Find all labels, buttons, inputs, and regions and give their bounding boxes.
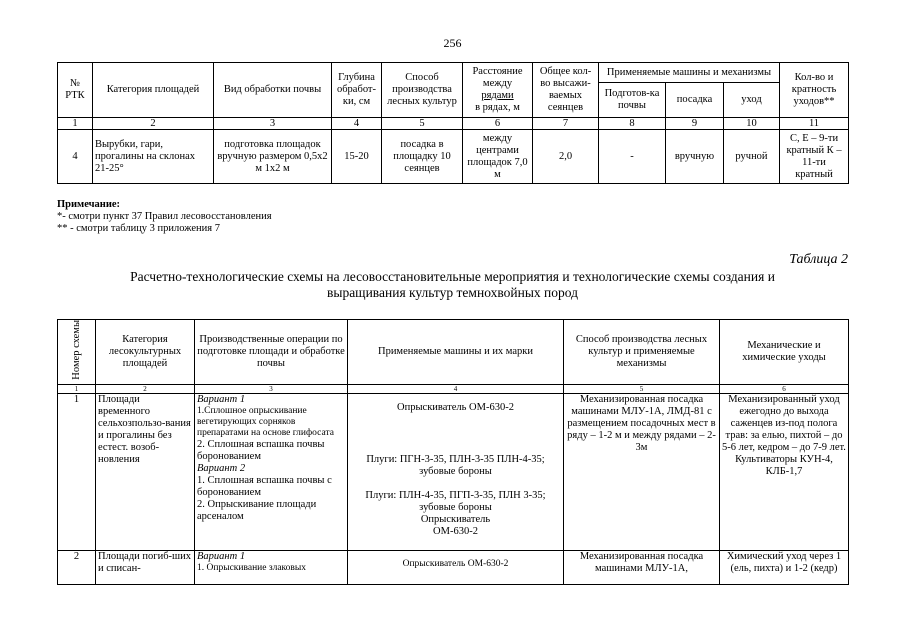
col-number: 7 (533, 118, 599, 130)
machine-sprayer-2-model: ОМ-630-2 (433, 525, 478, 537)
header-depth: Глубина обработ-ки, см (332, 63, 382, 118)
header-rtk-number: № РТК (58, 63, 93, 118)
header-operations: Производственные операции по подготовке площади и обработке почвы (195, 320, 348, 385)
header-care-types: Механические и химические уходы (720, 320, 849, 385)
col-number: 5 (564, 384, 720, 393)
header-distance-line2: рядами (481, 90, 514, 101)
technology-table-1 (57, 62, 849, 184)
col-number: 4 (348, 384, 564, 393)
technology-table-2 (57, 319, 849, 585)
table-row (58, 550, 849, 584)
col-number: 1 (58, 118, 93, 130)
cell-scheme-number: 2 (58, 550, 96, 584)
col-number: 8 (599, 118, 666, 130)
header-machines: Применяемые машины и их марки (348, 320, 564, 385)
col-number: 11 (780, 118, 849, 130)
cell-soil-treatment: подготовка площадок вручную размером 0,5х2 м 1х2 м (214, 130, 332, 184)
header-production-method: Способ производства лесных культур и применяемые механизмы (564, 320, 720, 385)
col-number: 4 (332, 118, 382, 130)
cell-rtk-number: 4 (58, 130, 93, 184)
machine-ploughs-1: Плуги: ПГН-3-35, ПЛН-3-35 ПЛН-4-35; зубовые бороны (366, 453, 545, 477)
header-total-seedlings: Общее кол-во высажи-ваемых сеянцев (533, 63, 599, 118)
table-row (58, 393, 849, 550)
header-care-count: Кол-во и кратность уходов** (780, 63, 849, 118)
note-line-1: *- смотри пункт 37 Правил лесовосстановления (57, 211, 272, 222)
variant-1-title: Вариант 1 (197, 550, 246, 562)
section-title (57, 269, 848, 301)
col-number: 3 (214, 118, 332, 130)
variant-2-title: Вариант 2 (197, 462, 246, 474)
cell-production-method: Механизированная посадка машинами МЛУ-1А, ЛМД-81 с размещением посадочных мест в ряду – 1-2 м и между рядами – 2-3м (564, 393, 720, 550)
cell-planting: вручную (666, 130, 724, 184)
cell-operations (195, 393, 348, 550)
header-soil-prep: Подготов-ка почвы (599, 83, 666, 118)
cell-total-seedlings: 2,0 (533, 130, 599, 184)
variant-1-title: Вариант 1 (197, 393, 246, 405)
note-title: Примечание: (57, 199, 121, 210)
cell-machines (348, 550, 564, 584)
cell-production-method: посадка в площадку 10 сеянцев (382, 130, 463, 184)
machine-sprayer-1: Опрыскиватель ОМ-630-2 (402, 558, 509, 569)
col-number: 10 (724, 118, 780, 130)
section-title-line-1: Расчетно-технологические схемы на лесовосстановительные мероприятия и технологические схемы создания и (130, 269, 775, 284)
table-label: Таблица 2 (789, 252, 848, 267)
col-number: 2 (96, 384, 195, 393)
header-care: уход (724, 83, 780, 118)
cell-scheme-number: 1 (58, 393, 96, 550)
header-distance-line3: в рядах, м (475, 102, 520, 113)
cell-production-method: Механизированная посадка машинами МЛУ-1А, (564, 550, 720, 584)
header-area-category: Категория площадей (93, 63, 214, 118)
cell-care: ручной (724, 130, 780, 184)
header-scheme-number-text: Номер схемы (71, 320, 82, 380)
table-row (58, 130, 849, 184)
col-number: 1 (58, 384, 96, 393)
col-number: 9 (666, 118, 724, 130)
machine-sprayer-2-label: Опрыскиватель (420, 513, 491, 525)
variant-2-op-1: 1. Сплошная вспашка почвы с боронованием (197, 474, 332, 498)
col-number: 2 (93, 118, 214, 130)
header-distance-line1: Расстояние между (472, 66, 523, 89)
header-machinery-group: Применяемые машины и механизмы (599, 63, 780, 83)
machine-sprayer-1: Опрыскиватель ОМ-630-2 (397, 401, 514, 413)
cell-forest-area-category: Площади временного сельхозпользо-вания и прогалины без естест. возоб-новления (96, 393, 195, 550)
variant-1-op-2: 2. Сплошная вспашка почвы боронованием (197, 438, 325, 462)
section-title-line-2: выращивания культур темнохвойных пород (327, 285, 578, 300)
col-number: 6 (463, 118, 533, 130)
cell-care-types: Химический уход через 1 (ель, пихта) и 1-2 (кедр) (720, 550, 849, 584)
variant-2-op-2: 2. Опрыскивание площади арсеналом (197, 498, 317, 522)
cell-soil-prep: - (599, 130, 666, 184)
cell-operations (195, 550, 348, 584)
cell-forest-area-category: Площади погиб-ших и списан- (96, 550, 195, 584)
cell-care-count: С, Е – 9-ти кратный К – 11-ти кратный (780, 130, 849, 184)
variant-1-op-1: 1.Сплошное опрыскивание вегетирующих сорняков препаратами на основе глифосата (197, 405, 334, 438)
note-line-2: ** - смотри таблицу 3 приложения 7 (57, 223, 220, 234)
header-distance (463, 63, 533, 118)
header-scheme-number (58, 320, 96, 385)
cell-distance: между центрами площадок 7,0 м (463, 130, 533, 184)
cell-machines (348, 393, 564, 550)
header-forest-area-category: Категория лесокультурных площадей (96, 320, 195, 385)
col-number: 5 (382, 118, 463, 130)
col-number: 6 (720, 384, 849, 393)
cell-care-types: Механизированный уход ежегодно до выхода саженцев из-под полога трав: за елью, пихтой – до 5-6 лет, кедром – до 7-9 лет. Культиваторы КУН-4, КЛБ-1,7 (720, 393, 849, 550)
header-soil-treatment: Вид обработки почвы (214, 63, 332, 118)
page-number: 256 (443, 36, 462, 50)
header-production-method: Способ производства лесных культур (382, 63, 463, 118)
machine-ploughs-2: Плуги: ПЛН-4-35, ПГП-3-35, ПЛН 3-35; зубовые бороны (365, 489, 546, 513)
header-planting: посадка (666, 83, 724, 118)
cell-area-category: Вырубки, гари, прогалины на склонах 21-25° (93, 130, 214, 184)
col-number: 3 (195, 384, 348, 393)
variant-1-op-1: 1. Опрыскивание злаковых (197, 562, 307, 573)
cell-depth: 15-20 (332, 130, 382, 184)
